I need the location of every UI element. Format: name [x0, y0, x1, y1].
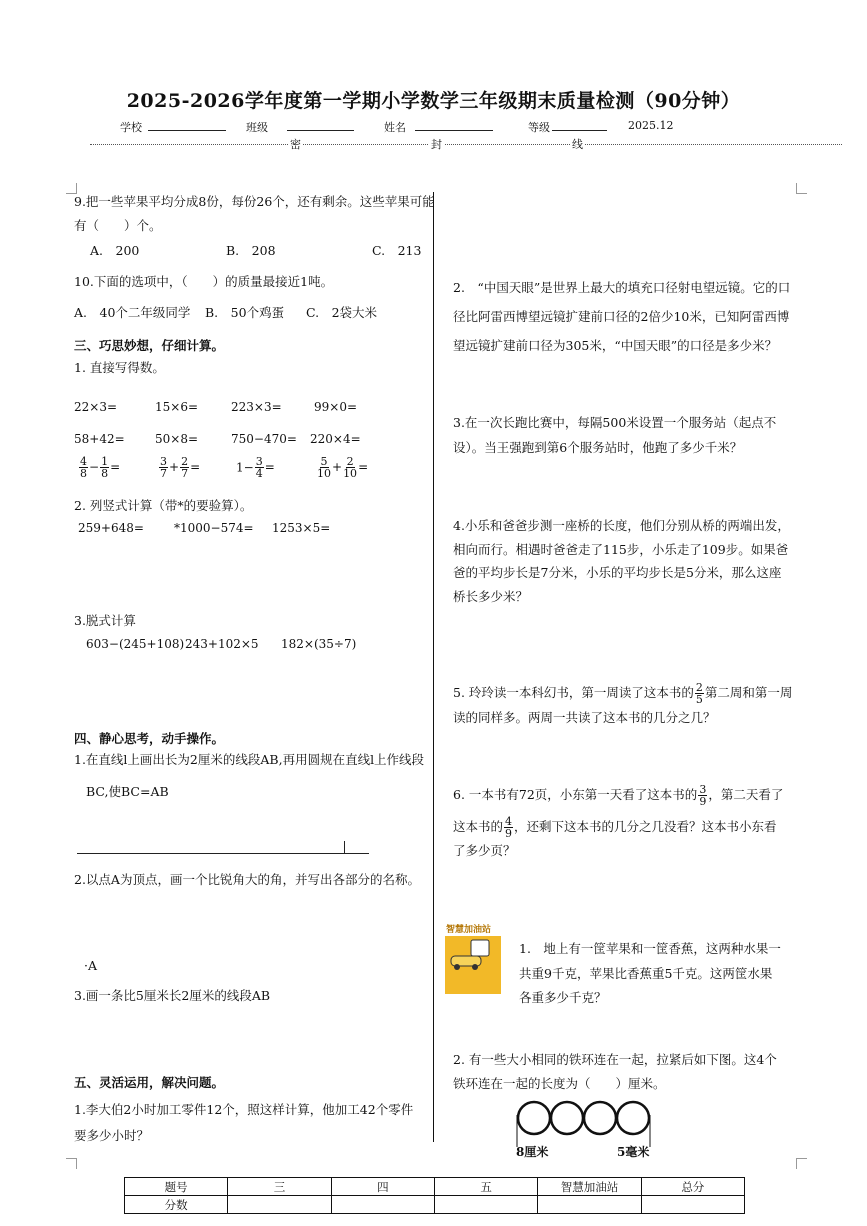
score-cell[interactable]	[434, 1196, 537, 1214]
fraction-calc: $\frac{4}{8}$ − $\frac{1}{8}$ =	[80, 455, 121, 480]
class-label: 班级	[246, 121, 268, 134]
name-label: 姓名	[384, 121, 406, 134]
s3-part1: 1. 直接写得数。	[74, 360, 165, 375]
s5-q1b: 要多少小时？	[74, 1128, 150, 1143]
r-q6: 6. 一本书有72页，小东第一天看了这本书的 $\frac{3}{9}$ ，第二天看了 这本书的 $\frac{4}{9}$ ，还剩下这本书的几分之几没看？这本书小东看 了多少页？	[453, 783, 784, 858]
s4-q1: 1.在直线l上画出长为2厘米的线段AB,再用圆规在直线l上作线段	[74, 752, 425, 767]
calc-item: 223×3=	[231, 400, 282, 414]
q10-option-c: C. 2袋大米	[306, 305, 378, 320]
vertical-calc-item: 259+648=	[78, 521, 144, 535]
step-calc-item: 182×(35÷7)	[281, 637, 357, 651]
score-row-label: 分数	[125, 1196, 228, 1214]
calc-item: 220×4=	[310, 432, 361, 446]
q10-option-a: A. 40个二年级同学	[74, 305, 191, 320]
crop-mark	[796, 183, 807, 194]
vertical-calc-item: 1253×5=	[272, 521, 331, 535]
exam-title: 2025-2026学年度第一学期小学数学三年级期末质量检测（90分钟）	[126, 90, 741, 112]
q9-option-b: B. 208	[226, 243, 276, 258]
badge-title: 智慧加油站	[446, 925, 492, 935]
score-header-cell: 智慧加油站	[538, 1178, 641, 1196]
section-5-heading: 五、灵活运用，解决问题。	[74, 1075, 225, 1090]
s4-q3: 3.画一条比5厘米长2厘米的线段AB	[74, 988, 271, 1003]
q9-text: 9.把一些苹果平均分成8份，每份26个，还有剩余。这些苹果可能	[74, 194, 435, 209]
crop-mark	[796, 1158, 807, 1169]
g-q2: 2. 有一些大小相同的铁环连在一起，拉紧后如下图。这4个 铁环连在一起的长度为（ ）厘米。	[453, 1052, 777, 1091]
fraction-calc: $\frac{5}{10}$ + $\frac{2}{10}$ =	[317, 455, 369, 480]
column-divider	[433, 192, 434, 1142]
calc-item: 99×0=	[314, 400, 358, 414]
s5-q1: 1.李大伯2小时加工零件12个，照这样计算，他加工42个零件	[74, 1102, 414, 1117]
seal-char-2: 封	[431, 138, 442, 151]
r-q3: 3.在一次长跑比赛中，每隔500米设置一个服务站（起点不 设）。当王强跑到第6个服务站时，他跑了多少千米？	[453, 415, 777, 455]
grade-blank[interactable]	[552, 118, 607, 131]
score-header-cell: 总分	[641, 1178, 744, 1196]
calc-item: 58+42=	[74, 432, 125, 446]
calc-item: 15×6=	[155, 400, 199, 414]
score-header-cell: 题号	[125, 1178, 228, 1196]
r-q5: 5. 玲玲读一本科幻书，第一周读了这本书的 $\frac{2}{5}$ 第二周和第一周 读的同样多。两周一共读了这本书的几分之几？	[453, 681, 793, 725]
fraction-calc: 1− $\frac{3}{4}$ =	[236, 455, 275, 480]
r-q4: 4.小乐和爸爸步测一座桥的长度，他们分别从桥的两端出发， 相向而行。相遇时爸爸走了115步，小乐走了109步。如果爸 爸的平均步长是7分米，小乐的平均步长是5分米，那么这座 桥长多少米？	[453, 518, 790, 604]
score-cell[interactable]	[228, 1196, 331, 1214]
score-header-cell: 四	[331, 1178, 434, 1196]
step-calc-item: 603−(245+108)	[86, 637, 185, 651]
calc-item: 750−470=	[231, 432, 297, 446]
q10-text: 10.下面的选项中，（ ）的质量最接近1吨。	[74, 274, 334, 289]
r-q2: 2. “中国天眼”是世界上最大的填充口径射电望远镜。它的口 径比阿雷西博望远镜扩建前口径的2倍少10米，已知阿雷西博 望远镜扩建前口径为305米，“中国天眼”的口径是多少米？	[453, 280, 791, 353]
fraction-calc: $\frac{3}{7}$ + $\frac{2}{7}$ =	[160, 455, 201, 480]
score-header-cell: 三	[228, 1178, 331, 1196]
calc-item: 50×8=	[155, 432, 199, 446]
g-q1: 1. 地上有一筐苹果和一筐香蕉，这两种水果一 共重9千克，苹果比香蕉重5千克。这两筐水果 各重多少千克？	[519, 941, 781, 1005]
score-cell[interactable]	[641, 1196, 744, 1214]
s3-part2: 2. 列竖式计算（带*的要验算）。	[74, 498, 253, 513]
q9-option-c: C. 213	[372, 243, 422, 258]
calc-item: 22×3=	[74, 400, 118, 414]
score-header-row	[125, 1178, 745, 1196]
score-header-cell: 五	[434, 1178, 537, 1196]
school-label: 学校	[120, 121, 142, 134]
car-icon	[445, 936, 501, 976]
s4-q1b: BC,使BC=AB	[86, 784, 169, 799]
grade-label: 等级	[528, 121, 550, 134]
point-a: ·A	[84, 958, 98, 973]
q10-option-b: B. 50个鸡蛋	[205, 305, 285, 320]
ring-label-thickness: 5毫米	[617, 1145, 650, 1159]
vertical-calc-item: *1000−574=	[174, 521, 254, 535]
date-text: 2025.12	[628, 119, 674, 132]
crop-mark	[66, 1158, 77, 1169]
ring-label-length: 8厘米	[516, 1145, 549, 1159]
school-blank[interactable]	[148, 118, 226, 131]
score-table	[124, 1177, 745, 1214]
line-l	[77, 853, 369, 854]
seal-char-3: 线	[572, 138, 583, 151]
q9-text2: 有（ ）个。	[74, 218, 162, 233]
section-4-heading: 四、静心思考，动手操作。	[74, 731, 225, 746]
score-cell[interactable]	[538, 1196, 641, 1214]
score-cell[interactable]	[331, 1196, 434, 1214]
line-l-tick	[344, 841, 345, 853]
s4-q2: 2.以点A为顶点，画一个比锐角大的角，并写出各部分的名称。	[74, 872, 420, 887]
step-calc-item: 243+102×5	[185, 637, 259, 651]
seal-line	[90, 144, 842, 157]
section-3-heading: 三、巧思妙想，仔细计算。	[74, 338, 225, 353]
name-blank[interactable]	[415, 118, 493, 131]
s3-part3: 3.脱式计算	[74, 613, 136, 628]
score-value-row	[125, 1196, 745, 1214]
seal-char-1: 密	[290, 138, 301, 151]
q9-option-a: A. 200	[90, 243, 140, 258]
class-blank[interactable]	[287, 118, 354, 131]
